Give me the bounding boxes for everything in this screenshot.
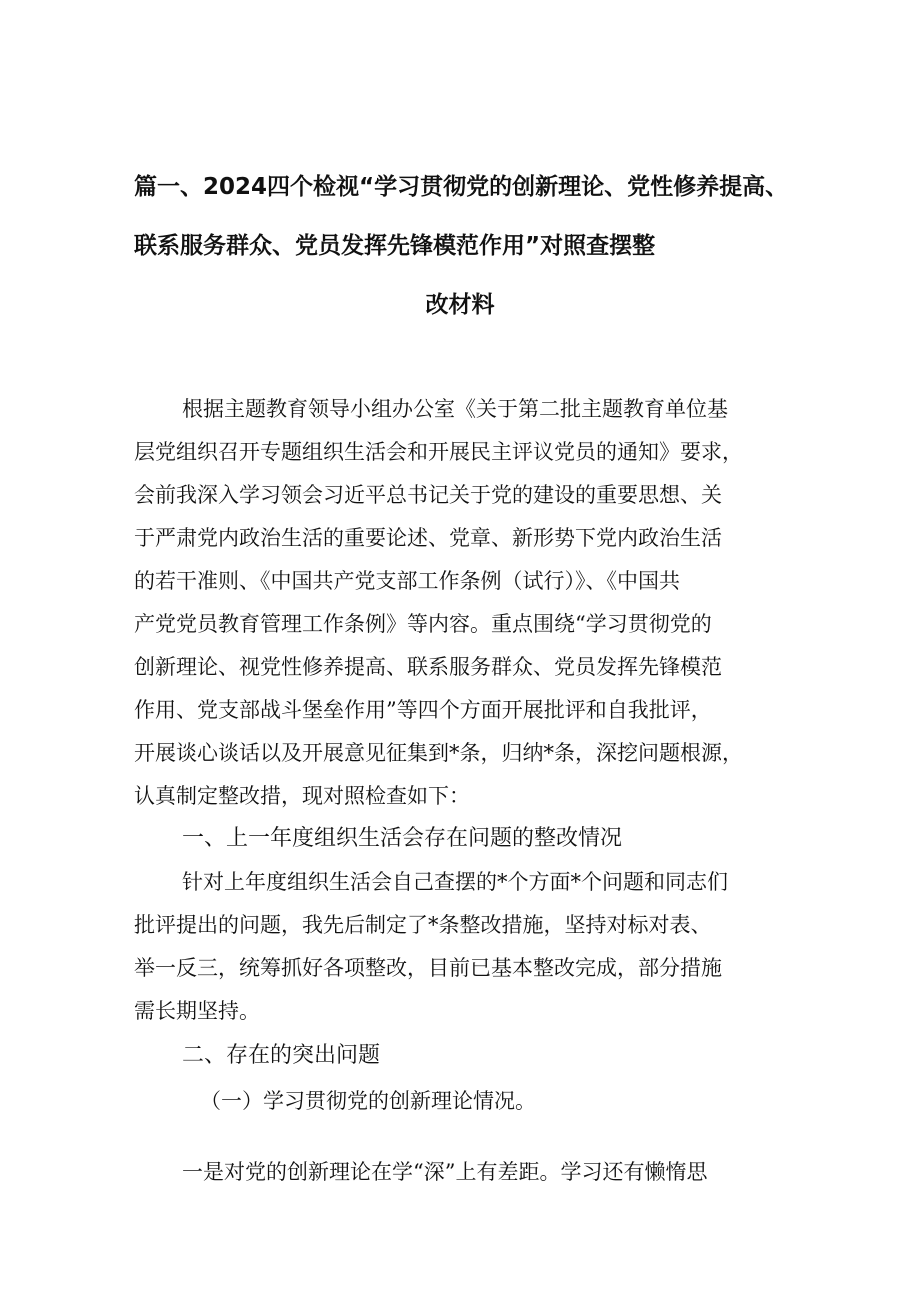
subsection-heading: （一）学习贯彻党的创新理论情况。	[200, 1089, 536, 1113]
intro-paragraph-line: 的若干准则、《中国共产党支部工作条例（试行）》、《中国共	[134, 569, 680, 593]
intro-paragraph-line: 创新理论、视党性修养提高、联系服务群众、党员发挥先锋模范	[134, 655, 722, 679]
document-title-line-3: 改材料	[425, 292, 495, 318]
document-title-line-1: 篇一、2024四个检视“学习贯彻党的创新理论、党性修养提高、	[134, 174, 789, 200]
intro-paragraph-line: 根据主题教育领导小组办公室《关于第二批主题教育单位基	[182, 397, 728, 421]
document-title-line-2: 联系服务群众、党员发挥先锋模范作用”对照查摆整	[134, 233, 656, 259]
intro-paragraph-line: 层党组织召开专题组织生活会和开展民主评议党员的通知》要求，	[134, 440, 743, 464]
intro-paragraph-line: 作用、党支部战斗堡垒作用”等四个方面开展批评和自我批评，	[134, 698, 712, 722]
section-heading-2: 二、存在的突出问题	[182, 1043, 381, 1068]
intro-paragraph-line: 会前我深入学习领会习近平总书记关于党的建设的重要思想、关	[134, 483, 722, 507]
intro-paragraph-line: 于严肃党内政治生活的重要论述、党章、新形势下党内政治生活	[134, 526, 722, 550]
section2-paragraph-line: 一是对党的创新理论在学“深”上有差距。学习还有懒惰思	[182, 1160, 708, 1184]
section1-paragraph-line: 举一反三，统筹抓好各项整改，目前已基本整改完成，部分措施	[134, 956, 722, 980]
intro-paragraph-line: 开展谈心谈话以及开展意见征集到*条，归纳*条，深挖问题根源，	[134, 741, 743, 765]
intro-paragraph-line: 产党党员教育管理工作条例》等内容。重点围绕“学习贯彻党的	[134, 612, 712, 636]
section1-paragraph-line: 需长期坚持。	[134, 999, 260, 1023]
intro-paragraph-line: 认真制定整改措，现对照检查如下：	[134, 784, 470, 808]
section1-paragraph-line: 批评提出的问题，我先后制定了*条整改措施，坚持对标对表、	[134, 913, 712, 937]
section1-paragraph-line: 针对上年度组织生活会自己查摆的*个方面*个问题和同志们	[182, 870, 728, 894]
section-heading-1: 一、上一年度组织生活会存在问题的整改情况	[182, 826, 623, 851]
